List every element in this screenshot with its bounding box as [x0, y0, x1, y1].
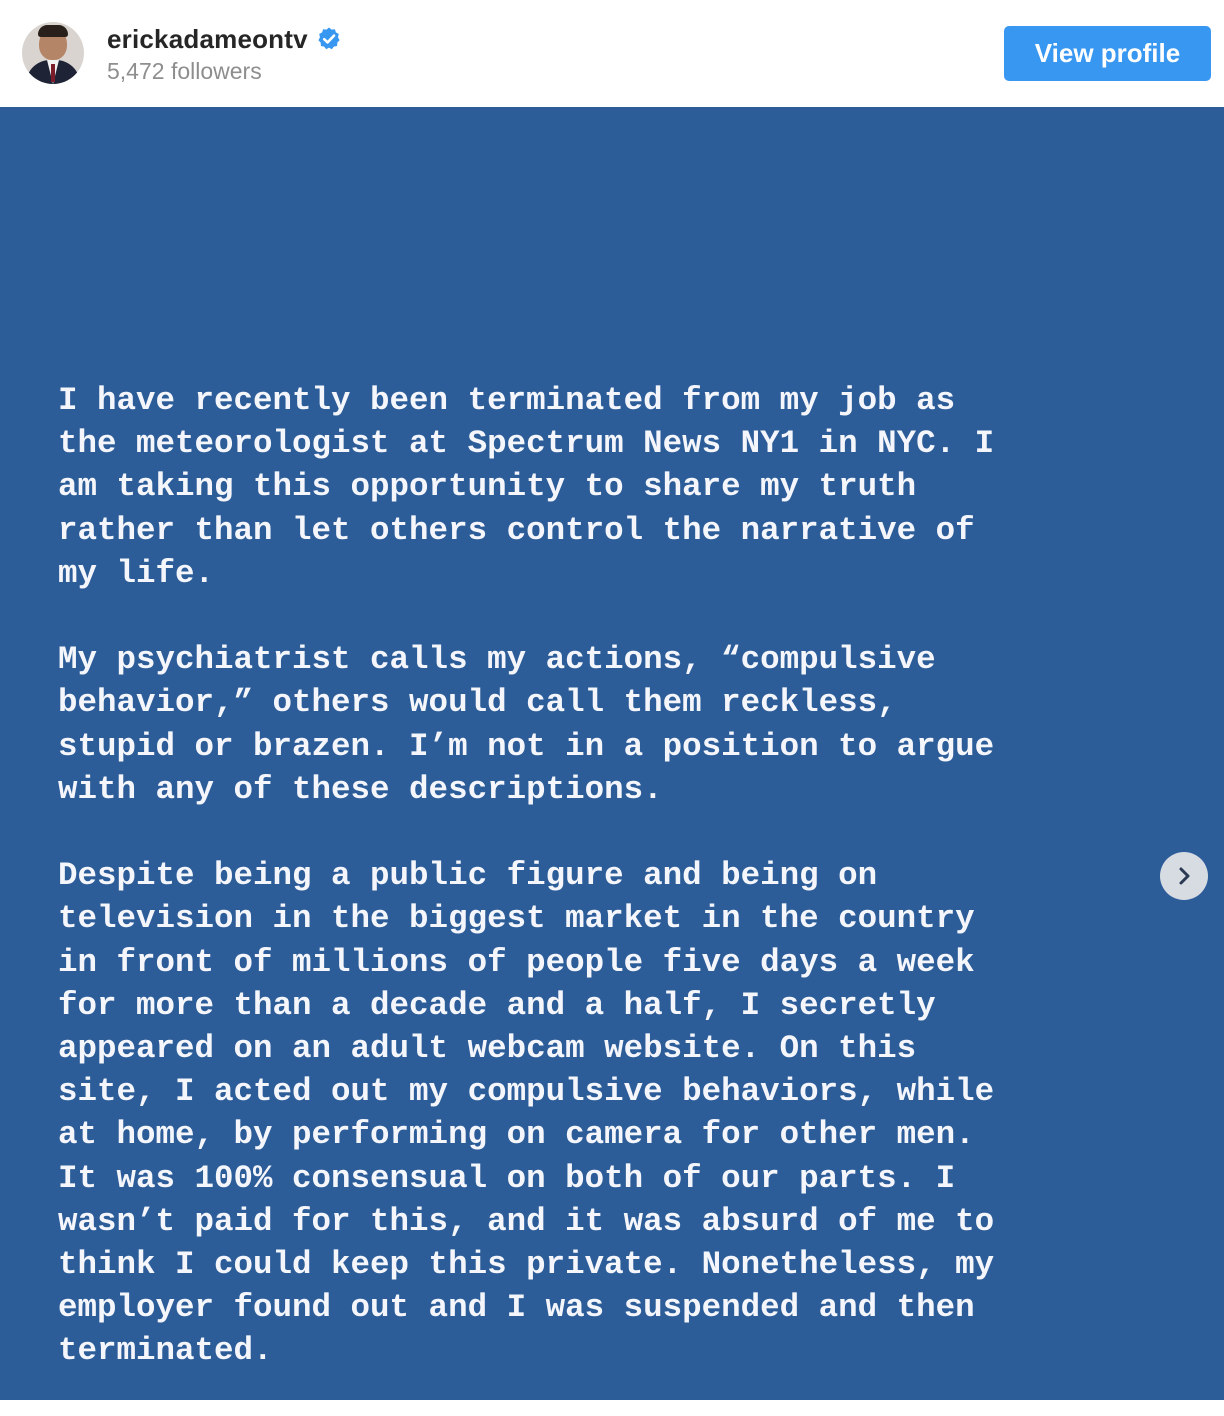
chevron-right-icon — [1173, 865, 1195, 887]
statement-paragraph: Despite being a public figure and being on television in the biggest market in the country in front of millions of people five days a week for more than a decade and a half, I secretly appeared on an adult webcam website. On this site, I acted out my compulsive behaviors, while at home, by performing on camera for other men. It was 100% consensual on both of our parts. I wasn’t paid for this, and it was absurd of me to think I could keep this private. Nonetheless, my employer found out and I was suspended and then terminated. — [58, 857, 995, 1370]
story-statement-text — [58, 379, 1188, 1416]
story-slide[interactable] — [0, 107, 1224, 1400]
view-profile-button[interactable]: View profile — [1004, 26, 1211, 81]
next-slide-button[interactable] — [1160, 852, 1208, 900]
verified-badge-icon — [316, 26, 342, 52]
post-header — [0, 0, 1224, 107]
avatar[interactable] — [22, 22, 84, 84]
statement-paragraph: I have recently been terminated from my job as the meteorologist at Spectrum News NY1 in NYC. I am taking this opportunity to share my truth rather than let others control the narrative of my life. — [58, 382, 995, 592]
follower-count: 5,472 followers — [107, 58, 262, 84]
username-link[interactable]: erickadameontv — [107, 23, 308, 54]
username-row — [107, 22, 342, 56]
statement-paragraph: My psychiatrist calls my actions, “compulsive behavior,” others would call them reckless, stupid or brazen. I’m not in a position to argue with any of these descriptions. — [58, 641, 995, 808]
